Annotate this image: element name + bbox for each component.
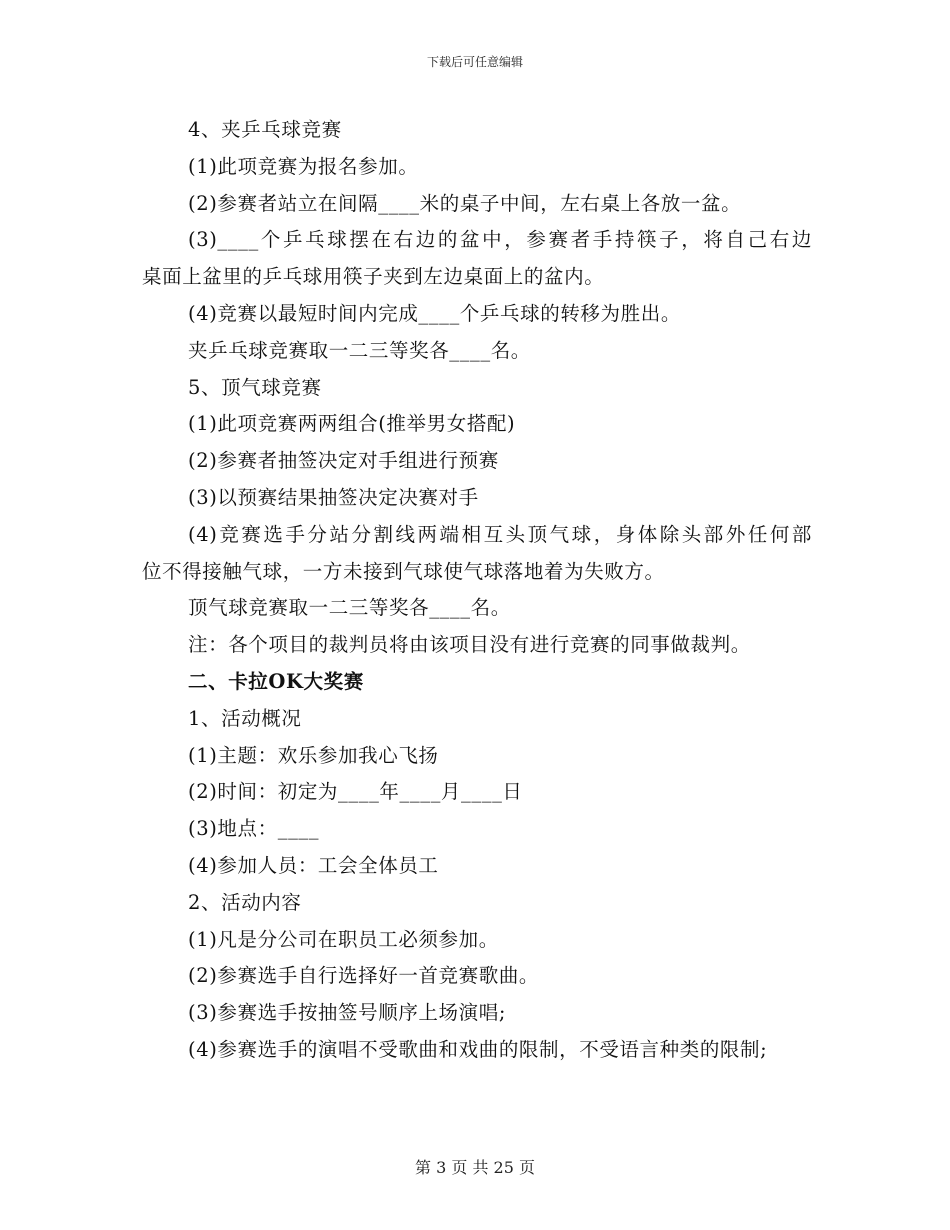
text-line: 桌面上盆里的乒乓球用筷子夹到左边桌面上的盆内。 xyxy=(142,265,605,289)
text-line: (2)参赛者站立在间隔____米的桌子中间，左右桌上各放一盆。 xyxy=(188,191,742,215)
text-line: 顶气球竞赛取一二三等奖各____名。 xyxy=(188,596,511,620)
text-line: (2)参赛者抽签决定对手组进行预赛 xyxy=(188,449,499,473)
text-line: (1)此项竞赛为报名参加。 xyxy=(188,154,419,178)
text-line: (3)地点：____ xyxy=(188,817,320,841)
text-line: (1)凡是分公司在职员工必须参加。 xyxy=(188,927,499,951)
text-line: 位不得接触气球，一方未接到气球使气球落地着为失败方。 xyxy=(142,559,665,583)
text-line: 4、夹乒乓球竞赛 xyxy=(188,118,342,141)
text-line: (1)主题：欢乐参加我心飞扬 xyxy=(188,743,439,767)
page-footer: 第 3 页 共 25 页 xyxy=(415,1158,535,1177)
text-line: (3)____个乒乓球摆在右边的盆中，参赛者手持筷子，将自己右边 xyxy=(188,228,812,252)
text-line: (3)参赛选手按抽签号顺序上场演唱; xyxy=(188,1001,506,1025)
section-heading: 二、卡拉OK大奖赛 xyxy=(188,669,364,693)
text-line: (3)以预赛结果抽签决定决赛对手 xyxy=(188,485,479,509)
text-line: 注：各个项目的裁判员将由该项目没有进行竞赛的同事做裁判。 xyxy=(188,633,751,657)
text-line: 1、活动概况 xyxy=(188,706,302,730)
header-note: 下载后可任意编辑 xyxy=(426,55,523,69)
text-line: (4)参赛选手的演唱不受歌曲和戏曲的限制，不受语言种类的限制; xyxy=(188,1037,768,1061)
text-line: 2、活动内容 xyxy=(188,890,302,914)
text-line: (4)竞赛以最短时间内完成____个乒乓球的转移为胜出。 xyxy=(188,301,681,325)
text-line: (1)此项竞赛两两组合(推举男女搭配) xyxy=(188,412,516,436)
text-line: (2)参赛选手自行选择好一首竞赛歌曲。 xyxy=(188,964,540,988)
document-body xyxy=(142,112,812,1069)
text-line: (4)参加人员：工会全体员工 xyxy=(188,853,439,877)
text-line: 夹乒乓球竞赛取一二三等奖各____名。 xyxy=(188,338,531,362)
text-line: (4)竞赛选手分站分割线两端相互头顶气球，身体除头部外任何部 xyxy=(188,522,812,546)
text-line: 5、顶气球竞赛 xyxy=(188,375,322,399)
text-line: (2)时间：初定为____年____月____日 xyxy=(188,780,523,804)
